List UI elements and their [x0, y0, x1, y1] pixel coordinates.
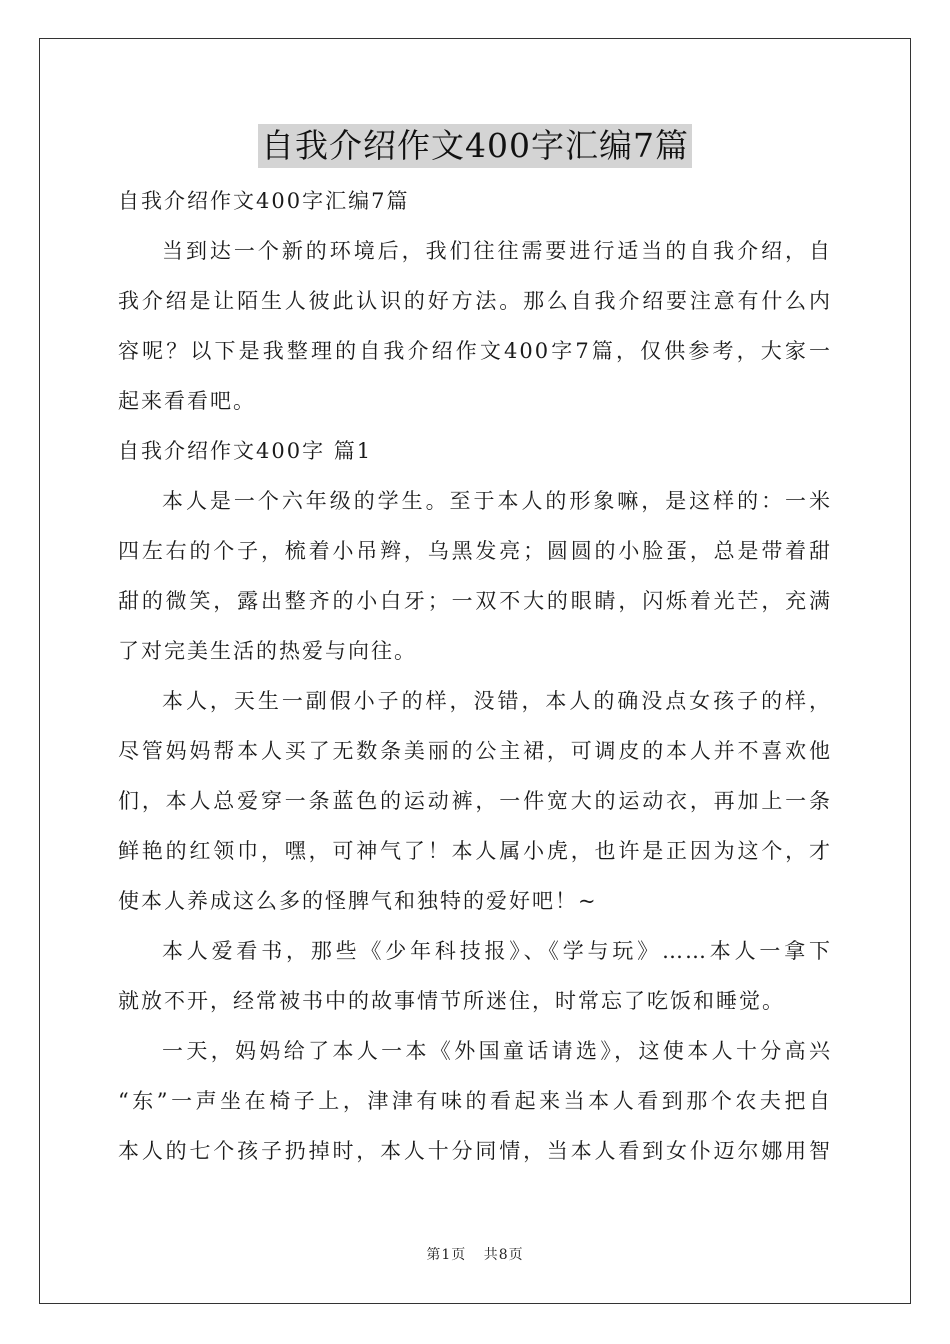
title-wrap [0, 124, 950, 168]
text-line: 四左右的个子，梳着小吊辫，乌黑发亮；圆圆的小脸蛋，总是带着甜 [118, 539, 832, 563]
text-line: 自我介绍作文400字汇编7篇 [118, 189, 410, 213]
document-body [118, 176, 832, 1176]
text-line: 自我介绍作文400字 篇1 [118, 439, 373, 463]
text-line: 当到达一个新的环境后，我们往往需要进行适当的自我介绍，自 [162, 239, 832, 263]
text-line: 一天，妈妈给了本人一本《外国童话请选》，这使本人十分高兴 [162, 1039, 832, 1063]
text-line: “东”一声坐在椅子上，津津有味的看起来当本人看到那个农夫把自 [118, 1089, 832, 1113]
text-line: 甜的微笑，露出整齐的小白牙；一双不大的眼睛，闪烁着光芒，充满 [118, 589, 832, 613]
text-line: 了对完美生活的热爱与向往。 [118, 639, 417, 663]
text-line: 们，本人总爱穿一条蓝色的运动裤，一件宽大的运动衣，再加上一条 [118, 789, 832, 813]
text-line: 起来看看吧。 [118, 389, 256, 413]
text-line: 就放不开，经常被书中的故事情节所迷住，时常忘了吃饭和睡觉。 [118, 989, 785, 1013]
text-line: 本人的七个孩子扔掉时，本人十分同情，当本人看到女仆迈尔娜用智 [118, 1139, 832, 1163]
text-line: 本人爱看书，那些《少年科技报》、《学与玩》……本人一拿下 [162, 939, 832, 963]
text-line: 使本人养成这么多的怪脾气和独特的爱好吧！~ [118, 889, 598, 913]
document-title: 自我介绍作文400字汇编7篇 [258, 124, 692, 168]
text-line: 尽管妈妈帮本人买了无数条美丽的公主裙，可调皮的本人并不喜欢他 [118, 739, 832, 763]
page-footer [0, 1244, 950, 1264]
page-number: 第1页 [426, 1247, 467, 1263]
text-line: 容呢？以下是我整理的自我介绍作文400字7篇，仅供参考，大家一 [118, 339, 832, 363]
page-total: 共8页 [483, 1247, 524, 1263]
text-line: 鲜艳的红领巾，嘿，可神气了！本人属小虎，也许是正因为这个，才 [118, 839, 832, 863]
text-line: 本人是一个六年级的学生。至于本人的形象嘛，是这样的：一米 [162, 489, 832, 513]
text-line: 本人，天生一副假小子的样，没错，本人的确没点女孩子的样， [162, 689, 832, 713]
text-line: 我介绍是让陌生人彼此认识的好方法。那么自我介绍要注意有什么内 [118, 289, 832, 313]
